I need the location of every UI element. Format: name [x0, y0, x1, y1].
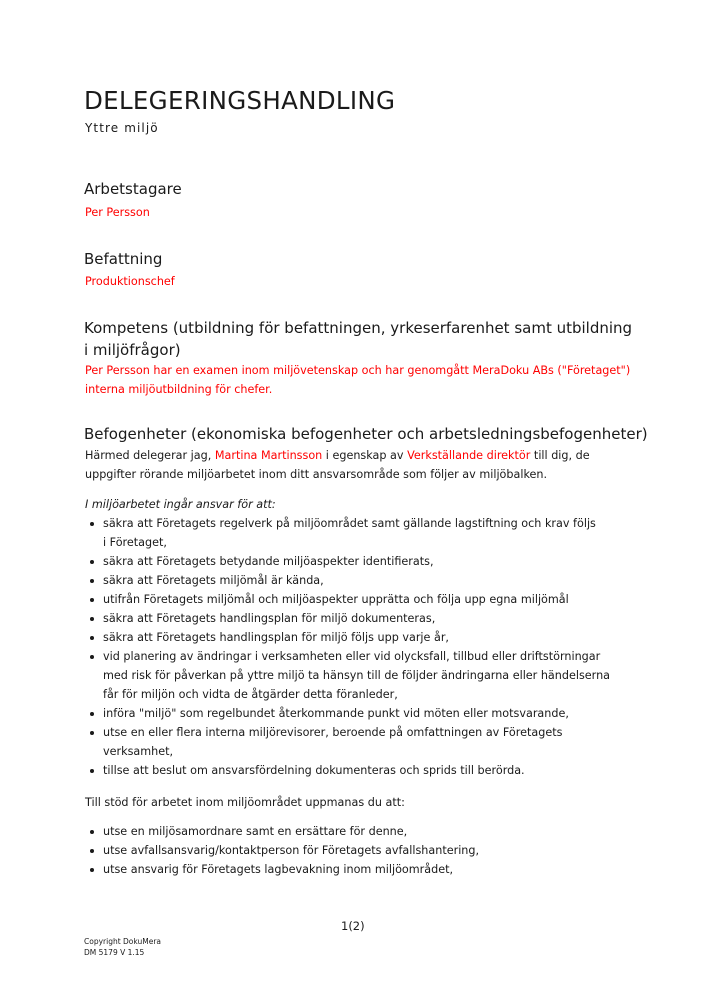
list-item [85, 609, 625, 628]
copyright-text: Copyright DokuMera [84, 937, 162, 946]
befattning-heading: Befattning [84, 250, 163, 268]
support-heading: Till stöd för arbetet inom miljöområdet uppmanas du att: [85, 796, 405, 809]
list-item [85, 723, 625, 761]
kompetens-value-line2: interna miljöutbildning för chefer. [85, 383, 273, 396]
kompetens-heading-line2: i miljöfrågor) [84, 341, 181, 359]
delegator-role: Verkställande direktör [407, 449, 531, 462]
intro-text: Härmed delegerar jag, [85, 449, 215, 462]
intro-text-line2: uppgifter rörande miljöarbetet inom ditt ansvarsområde som följer av miljöbalken. [85, 468, 548, 481]
list-item-text: utifrån Företagets miljömål och miljöaspekter upprätta och följa upp egna miljömål [103, 593, 569, 606]
list-item-text: säkra att Företagets betydande miljöaspekter identifierats, [103, 555, 434, 568]
bullet-icon [90, 731, 94, 735]
bullet-icon [90, 830, 94, 834]
list-item [85, 571, 625, 590]
bullet-icon [90, 712, 94, 716]
list-item-text: säkra att Företagets handlingsplan för miljö följs upp varje år, [103, 631, 449, 644]
intro-text: till dig, de [530, 449, 590, 462]
list-item-text: utse ansvarig för Företagets lagbevakning inom miljöområdet, [103, 863, 454, 876]
list-item [85, 841, 625, 860]
bullet-icon [90, 655, 94, 659]
bullet-icon [90, 560, 94, 564]
list-item-text: införa "miljö" som regelbundet återkommande punkt vid möten eller motsvarande, [103, 707, 569, 720]
list-item-text: säkra att Företagets regelverk på miljöområdet samt gällande lagstiftning och krav följs [103, 517, 596, 530]
befogenheter-heading: Befogenheter (ekonomiska befogenheter och arbetsledningsbefogenheter) [84, 425, 648, 443]
bullet-icon [90, 769, 94, 773]
list-item-text: vid planering av ändringar i verksamheten eller vid olycksfall, tillbud eller driftstörningar [103, 650, 601, 663]
bullet-icon [90, 598, 94, 602]
list-item-text: utse en eller flera interna miljörevisorer, beroende på omfattningen av Företagets [103, 726, 563, 739]
list-item [85, 822, 625, 841]
list-item [85, 514, 625, 552]
support-list [85, 822, 625, 879]
intro-text: i egenskap av [322, 449, 408, 462]
kompetens-value [85, 361, 630, 399]
bullet-icon [90, 636, 94, 640]
list-item-text: utse en miljösamordnare samt en ersättare för denne, [103, 825, 408, 838]
list-item-text: i Företaget, [103, 536, 167, 549]
list-item-text: säkra att Företagets handlingsplan för miljö dokumenteras, [103, 612, 436, 625]
bullet-icon [90, 849, 94, 853]
document-id: DM 5179 V 1.15 [84, 948, 145, 957]
list-item-text: säkra att Företagets miljömål är kända, [103, 574, 324, 587]
document-title: DELEGERINGSHANDLING [84, 86, 396, 115]
befattning-value: Produktionschef [85, 275, 175, 288]
list-item-text: utse avfallsansvarig/kontaktperson för Företagets avfallshantering, [103, 844, 480, 857]
bullet-icon [90, 868, 94, 872]
list-item [85, 552, 625, 571]
kompetens-value-line1: Per Persson har en examen inom miljövetenskap och har genomgått MeraDoku ABs ("Företaget") [85, 364, 631, 377]
footer [84, 936, 161, 958]
bullet-icon [90, 522, 94, 526]
list-item-text: med risk för påverkan på yttre miljö ta hänsyn till de följder ändringarna eller händelserna [103, 669, 611, 682]
kompetens-heading [84, 317, 632, 361]
responsibilities-list [85, 514, 625, 780]
list-item [85, 860, 625, 879]
kompetens-heading-line1: Kompetens (utbildning för befattningen, yrkeserfarenhet samt utbildning [84, 319, 633, 337]
list-item [85, 590, 625, 609]
list-item-text: tillse att beslut om ansvarsfördelning dokumenteras och sprids till berörda. [103, 764, 525, 777]
arbetstagare-heading: Arbetstagare [84, 180, 182, 198]
arbetstagare-value: Per Persson [85, 206, 150, 219]
list-item-text: får för miljön och vidta de åtgärder detta föranleder, [103, 688, 398, 701]
bullet-icon [90, 617, 94, 621]
list-item [85, 761, 625, 780]
list-item-text: verksamhet, [103, 745, 174, 758]
befogenheter-intro [85, 446, 625, 484]
document-subtitle: Yttre miljö [85, 121, 159, 135]
responsibilities-heading: I miljöarbetet ingår ansvar för att: [85, 498, 276, 511]
page-number: 1(2) [341, 919, 365, 933]
list-item [85, 647, 625, 704]
bullet-icon [90, 579, 94, 583]
list-item [85, 704, 625, 723]
delegator-name: Martina Martinsson [214, 449, 323, 462]
list-item [85, 628, 625, 647]
